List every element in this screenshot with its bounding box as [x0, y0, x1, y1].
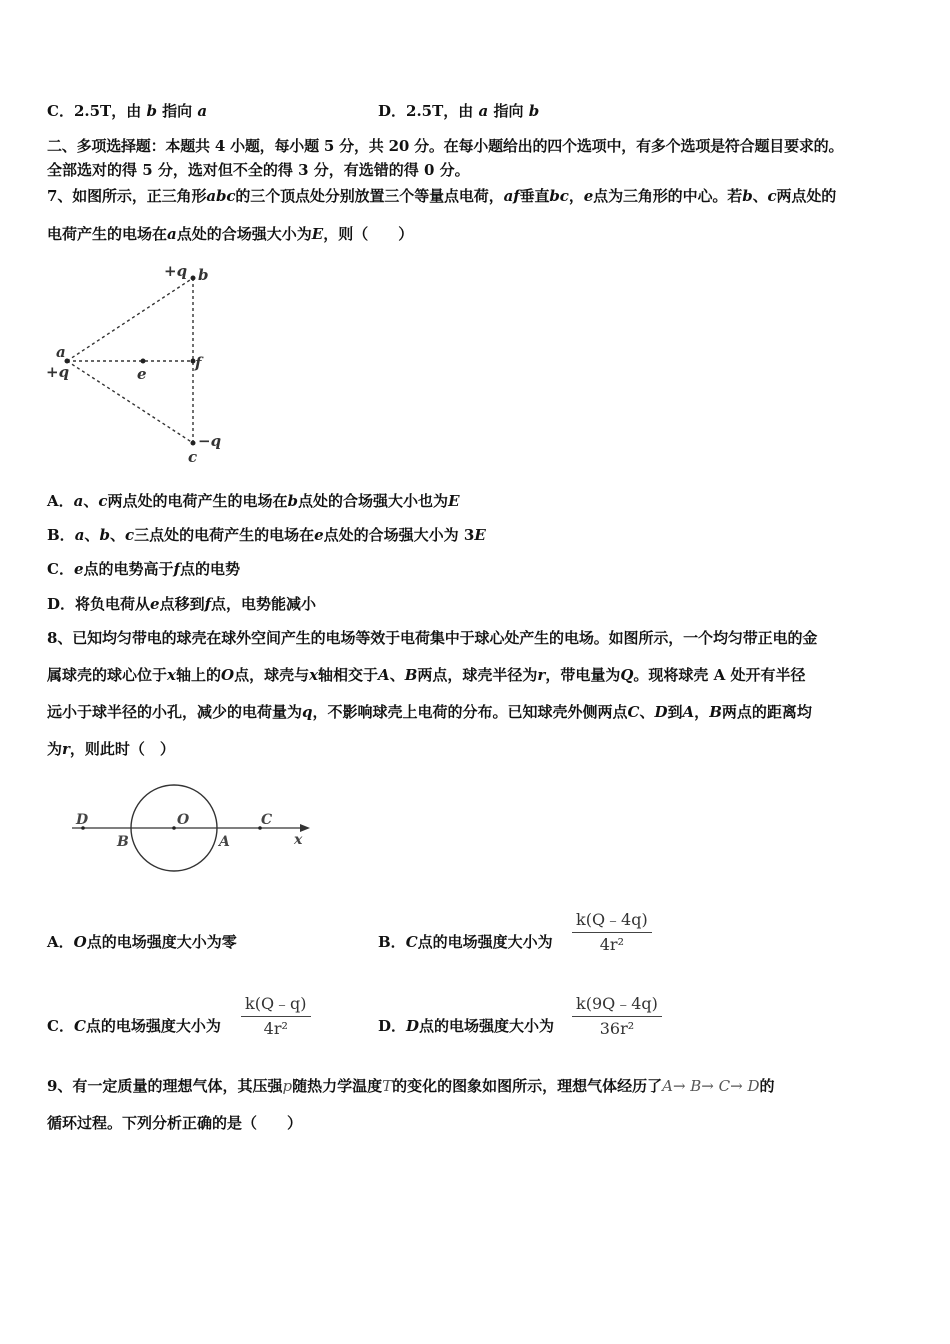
- q8-option-b: [378, 932, 553, 952]
- var: af: [503, 187, 520, 205]
- text: D．: [378, 1017, 407, 1035]
- q8-option-c-formula: [241, 991, 311, 1038]
- text: ，: [694, 703, 710, 721]
- label-o: O: [177, 812, 190, 828]
- q8-option-d-formula: [572, 991, 662, 1038]
- label-c: C: [261, 812, 273, 828]
- text: ，不影响球壳上电荷的分布。已知球壳外侧两点: [312, 703, 628, 721]
- text: A．: [47, 933, 74, 951]
- var: E: [311, 225, 324, 243]
- q9-stem-line2: 循环过程。下列分析正确的是（ ）: [47, 1114, 303, 1132]
- side-ac: [67, 361, 193, 443]
- option-text: 指向: [162, 102, 193, 120]
- q8-option-a: [47, 932, 237, 952]
- var: D: [406, 1017, 420, 1035]
- option-text: D．2.5T，由: [378, 102, 474, 120]
- text: 9、有一定质量的理想气体，其压强: [47, 1077, 283, 1095]
- numerator: k(9Q﹣4q): [572, 991, 662, 1017]
- var: B: [709, 703, 722, 721]
- q8-stem-line4: [47, 739, 175, 759]
- text: 两点处的电荷产生的电场在: [107, 492, 288, 510]
- q7-option-d: [47, 594, 316, 614]
- text: 的三个顶点处分别放置三个等量点电荷，: [235, 187, 504, 205]
- q8-option-c: [47, 1016, 221, 1036]
- q8-sphere-figure: [60, 782, 330, 882]
- var: e: [150, 595, 160, 613]
- text: ，带电量为: [545, 666, 621, 684]
- var: f: [173, 560, 180, 578]
- text: 电荷产生的电场在: [47, 225, 168, 243]
- var: b: [287, 492, 299, 510]
- point-e: [141, 359, 146, 364]
- label-d: D: [76, 812, 89, 828]
- var: Q: [620, 666, 634, 684]
- text: A．: [47, 492, 74, 510]
- text: 三点处的电荷产生的电场在: [134, 526, 315, 544]
- q8-option-d: [378, 1016, 554, 1036]
- text: D．将负电荷从: [47, 595, 151, 613]
- var: T: [382, 1077, 393, 1095]
- text: 的变化的图象如图所示，理想气体经历了: [392, 1077, 663, 1095]
- q7-option-b: [47, 525, 486, 545]
- var: b: [528, 102, 540, 120]
- var: q: [302, 703, 313, 721]
- var: C: [405, 933, 418, 951]
- text: ，则此时（ ）: [69, 740, 175, 758]
- var: b: [742, 187, 753, 205]
- var: x: [167, 666, 176, 684]
- var: O: [73, 933, 87, 951]
- text: 点处的合场强大小也为: [298, 492, 449, 510]
- text: 为: [47, 740, 63, 758]
- text: 轴相交于: [318, 666, 379, 684]
- q8-stem-line3: [47, 702, 812, 722]
- label-a: A: [219, 834, 230, 850]
- text: 。现将球壳 A 处开有半径: [633, 666, 806, 684]
- label-plus-q-a: +q: [46, 363, 70, 381]
- denominator: 36r²: [599, 1019, 635, 1038]
- text: 到: [667, 703, 683, 721]
- text: 点处的合场强大小为: [176, 225, 312, 243]
- text: 点的电场强度大小为零: [86, 933, 237, 951]
- var: e: [314, 526, 324, 544]
- text: 点处的合场强大小为 3: [323, 526, 475, 544]
- var: e: [583, 187, 594, 205]
- text: 随热力学温度: [292, 1077, 383, 1095]
- text: 、: [83, 492, 99, 510]
- text: ，: [568, 187, 584, 205]
- var: c: [98, 492, 108, 510]
- var: C: [73, 1017, 86, 1035]
- text: ，则（ ）: [323, 225, 414, 243]
- var: C: [627, 703, 640, 721]
- label-c: c: [188, 448, 198, 466]
- label-a: a: [56, 343, 66, 361]
- text: 远小于球半径的小孔，减少的电荷量为: [47, 703, 303, 721]
- var: E: [474, 526, 486, 544]
- var: abc: [206, 187, 236, 205]
- text: C．: [47, 560, 74, 578]
- section-instructions: 全部选对的得 5 分，选对但不全的得 3 分，有选错的得 0 分。: [47, 161, 470, 179]
- q8-stem-line2: [47, 665, 806, 685]
- text: 点，电势能减小: [211, 595, 317, 613]
- var: x: [309, 666, 319, 684]
- numerator: k(Q﹣q): [241, 991, 311, 1017]
- q7-option-a: [47, 491, 460, 511]
- denominator: 4r²: [599, 935, 624, 954]
- var: a: [167, 225, 177, 243]
- text: 、: [639, 703, 655, 721]
- text: C．: [47, 1017, 74, 1035]
- text: 、: [389, 666, 405, 684]
- text: 点的电场强度大小为: [417, 933, 553, 951]
- q6-option-d: [378, 101, 539, 121]
- label-plus-q-b: +q: [164, 262, 188, 280]
- text: 属球壳的球心位于: [47, 666, 168, 684]
- label-b: b: [198, 266, 209, 284]
- var: f: [204, 595, 212, 613]
- point-o: [172, 826, 176, 830]
- text: 两点，球壳半径为: [417, 666, 538, 684]
- var: b: [146, 102, 157, 120]
- text: B．: [47, 526, 75, 544]
- denominator: 4r²: [263, 1019, 288, 1038]
- text: 点移到: [159, 595, 205, 613]
- q6-option-c: [47, 101, 207, 121]
- text: 垂直: [519, 187, 550, 205]
- text: 的: [759, 1077, 775, 1095]
- var: c: [124, 526, 135, 544]
- text: 、: [109, 526, 125, 544]
- var: a: [197, 102, 208, 120]
- var: D: [654, 703, 668, 721]
- var: bc: [549, 187, 569, 205]
- var: B: [404, 666, 418, 684]
- section-heading: 二、多项选择题：本题共 4 小题，每小题 5 分，共 20 分。在每小题给出的四个选项中，有多个选项是符合题目要求的。: [47, 137, 844, 155]
- side-ab: [67, 278, 193, 361]
- q7-stem-line2: [47, 224, 413, 244]
- text: 点为三角形的中心。若: [593, 187, 743, 205]
- text: 轴上的: [175, 666, 221, 684]
- label-x: x: [294, 832, 303, 848]
- var: p: [282, 1077, 293, 1095]
- q8-stem-line1: 8、已知均匀带电的球壳在球外空间产生的电场等效于电荷集中于球心处产生的电场。如图所示，一个均匀带正电的金: [47, 629, 818, 647]
- x-axis-arrow: [300, 824, 310, 832]
- var: a: [74, 526, 85, 544]
- var: O: [220, 666, 235, 684]
- var: A: [378, 666, 390, 684]
- cycle-formula: A→ B→ C→ D: [662, 1077, 760, 1095]
- point-c: [191, 441, 196, 446]
- var: a: [478, 102, 489, 120]
- var: r: [62, 740, 70, 758]
- var: a: [73, 492, 84, 510]
- var: r: [537, 666, 546, 684]
- label-e: e: [137, 365, 147, 383]
- var: b: [99, 526, 110, 544]
- text: 两点处的: [776, 187, 837, 205]
- q7-triangle-figure: [40, 262, 240, 472]
- option-text: 指向: [493, 102, 524, 120]
- label-b: B: [117, 834, 129, 850]
- text: 点，球壳与: [234, 666, 310, 684]
- text: 点的电场强度大小为: [419, 1017, 555, 1035]
- q7-option-c: [47, 559, 240, 579]
- label-f: f: [195, 354, 202, 372]
- var: E: [448, 492, 460, 510]
- q8-option-b-formula: [572, 907, 652, 954]
- text: 点的电场强度大小为: [85, 1017, 221, 1035]
- text: 7、如图所示，正三角形: [47, 187, 207, 205]
- text: 点的电势高于: [83, 560, 174, 578]
- var: A: [682, 703, 695, 721]
- q9-stem-line1: [47, 1076, 775, 1096]
- text: 、: [752, 187, 768, 205]
- label-minus-q: −q: [198, 432, 222, 450]
- var: e: [73, 560, 84, 578]
- numerator: k(Q﹣4q): [572, 907, 652, 933]
- q7-stem-line1: [47, 186, 836, 206]
- text: B．: [378, 933, 406, 951]
- text: 两点的距离均: [721, 703, 812, 721]
- var: c: [767, 187, 777, 205]
- text: 点的电势: [179, 560, 240, 578]
- option-text: C．2.5T，由: [47, 102, 142, 120]
- text: 、: [84, 526, 100, 544]
- point-b: [191, 276, 196, 281]
